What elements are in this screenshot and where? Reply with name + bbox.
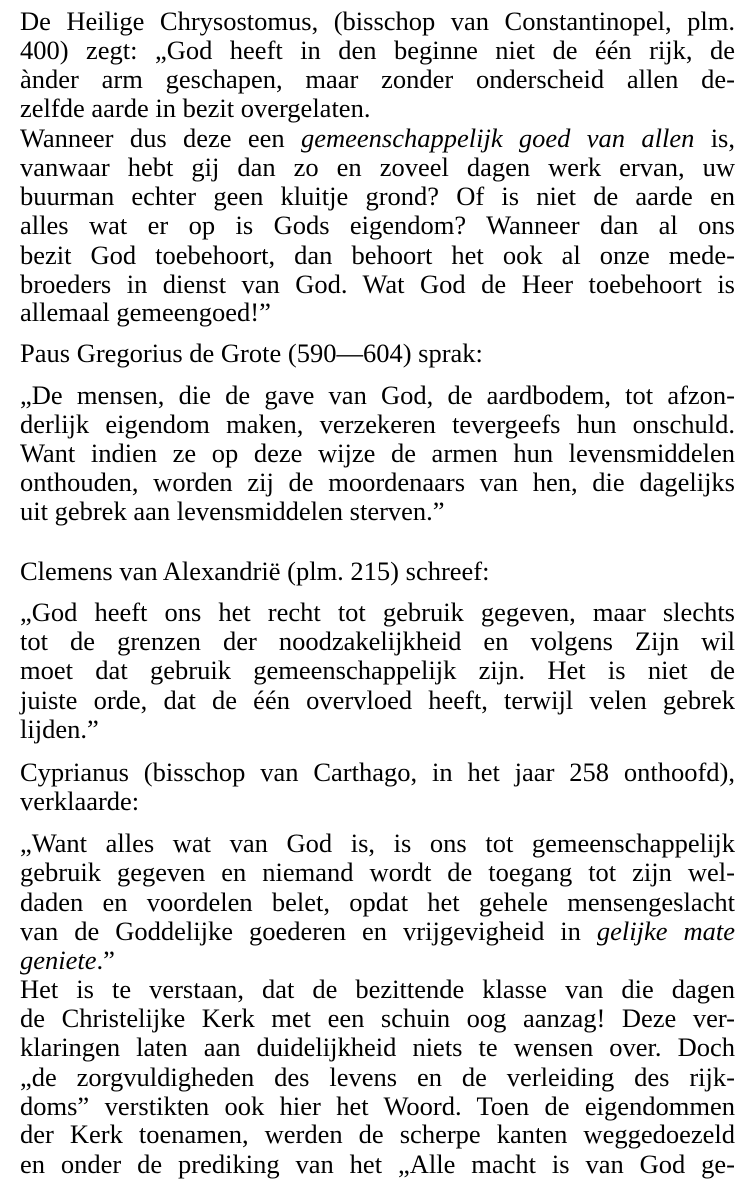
text-segment: moet dat gebruik gemeenschappelijk zijn. Het is niet de	[20, 655, 735, 685]
text-segment: uit gebrek aan levensmiddelen sterven.”	[20, 496, 445, 526]
text-segment: broeders in dienst van God. Wat God de Heer toebehoort is	[20, 269, 735, 299]
text-segment: juiste orde, dat de één overvloed heeft, terwijl velen gebrek	[20, 685, 735, 715]
text-segment: Wanneer dus deze een	[20, 123, 301, 153]
text-segment: allemaal gemeengoed!”	[20, 297, 271, 327]
text-line	[20, 6, 735, 36]
text-line	[20, 626, 735, 656]
text-line	[20, 1003, 735, 1033]
text-segment: De Heilige Chrysostomus, (bisschop van Constantinopel, plm.	[20, 6, 735, 36]
text-line	[20, 1032, 735, 1062]
text-segment: ànder arm geschapen, maar zonder onderscheid allen de-	[20, 64, 735, 94]
text-segment: buurman echter geen kluitje grond? Of is niet de aarde en	[20, 181, 735, 211]
text-line	[20, 338, 735, 368]
text-segment: Want indien ze op deze wijze de armen hun levensmiddelen	[20, 438, 735, 468]
text-segment: zelfde aarde in bezit overgelaten.	[20, 93, 371, 123]
text-line	[20, 152, 735, 182]
text-line	[20, 786, 735, 816]
text-line	[20, 181, 735, 211]
text-line	[20, 35, 735, 65]
text-line	[20, 496, 735, 526]
text-segment: daden en voordelen belet, opdat het gehele mensengeslacht	[20, 887, 735, 917]
text-segment: alles wat er op is Gods eigendom? Wanneer dan al ons	[20, 210, 735, 240]
text-line	[20, 409, 735, 439]
text-segment: van de Goddelijke goederen en vrijgevigheid in	[20, 916, 597, 946]
text-segment: Het is te verstaan, dat de bezittende klasse van die dagen	[20, 974, 735, 1004]
text-segment: onthouden, worden zij de moordenaars van hen, die dagelijks	[20, 467, 735, 497]
text-segment: gebruik gegeven en niemand wordt de toegang tot zijn wel-	[20, 857, 735, 887]
text-line	[20, 123, 735, 153]
text-segment: „God heeft ons het recht tot gebruik gegeven, maar slechts	[20, 597, 735, 627]
italic-text: gemeenschappelijk goed van allen	[300, 123, 695, 153]
text-line	[20, 916, 735, 946]
text-line	[20, 597, 735, 627]
text-line	[20, 210, 735, 240]
text-line	[20, 857, 735, 887]
text-line	[20, 1149, 735, 1179]
text-line	[20, 655, 735, 685]
italic-text: gelijke mate	[596, 916, 736, 946]
text-segment: verklaarde:	[20, 786, 140, 816]
text-segment: doms” verstikten ook hier het Woord. Toen de eigendommen	[20, 1091, 735, 1121]
text-line	[20, 467, 735, 497]
text-segment: „de zorgvuldigheden des levens en de verleiding des rijk-	[20, 1062, 735, 1092]
text-line	[20, 685, 735, 715]
text-segment: lijden.”	[20, 714, 99, 744]
text-line	[20, 297, 735, 327]
text-segment: klaringen laten aan duidelijkheid niets te wensen over. Doch	[20, 1032, 735, 1062]
text-line	[20, 974, 735, 1004]
italic-text: geniete	[20, 945, 97, 975]
text-segment: de Christelijke Kerk met een schuin oog aanzag! Deze ver-	[20, 1003, 735, 1033]
text-segment: Paus Gregorius de Grote (590—604) sprak:	[20, 338, 483, 368]
text-segment: Cyprianus (bisschop van Carthago, in het jaar 258 onthoofd),	[20, 757, 735, 787]
text-line	[20, 714, 735, 744]
text-segment: Clemens van Alexandrië (plm. 215) schreef:	[20, 556, 490, 586]
text-segment: „Want alles wat van God is, is ons tot gemeenschappelijk	[20, 828, 735, 858]
text-segment: .”	[96, 945, 115, 975]
text-line	[20, 757, 735, 787]
text-line	[20, 556, 735, 586]
text-segment: en onder de prediking van het „Alle macht is van God ge-	[20, 1149, 735, 1179]
text-line	[20, 240, 735, 270]
text-segment: 400) zegt: „God heeft in den beginne niet de één rijk, de	[20, 35, 735, 65]
text-segment: der Kerk toenamen, werden de scherpe kanten weggedoezeld	[20, 1119, 735, 1149]
text-line	[20, 828, 735, 858]
text-line	[20, 945, 735, 975]
text-segment: vanwaar hebt gij dan zo en zoveel dagen werk ervan, uw	[20, 152, 735, 182]
text-segment: derlijk eigendom maken, verzekeren tevergeefs hun onschuld.	[20, 409, 735, 439]
text-line	[20, 1119, 735, 1149]
text-segment: bezit God toebehoort, dan behoort het ook al onze mede-	[20, 240, 735, 270]
text-line	[20, 93, 735, 123]
text-line	[20, 1091, 735, 1121]
text-line	[20, 64, 735, 94]
text-line	[20, 438, 735, 468]
text-line	[20, 1062, 735, 1092]
text-line	[20, 269, 735, 299]
text-segment: is,	[694, 123, 735, 153]
text-segment: tot de grenzen der noodzakelijkheid en volgens Zijn wil	[20, 626, 735, 656]
text-segment: „De mensen, die de gave van God, de aardbodem, tot afzon-	[20, 380, 735, 410]
text-line	[20, 380, 735, 410]
text-line	[20, 887, 735, 917]
